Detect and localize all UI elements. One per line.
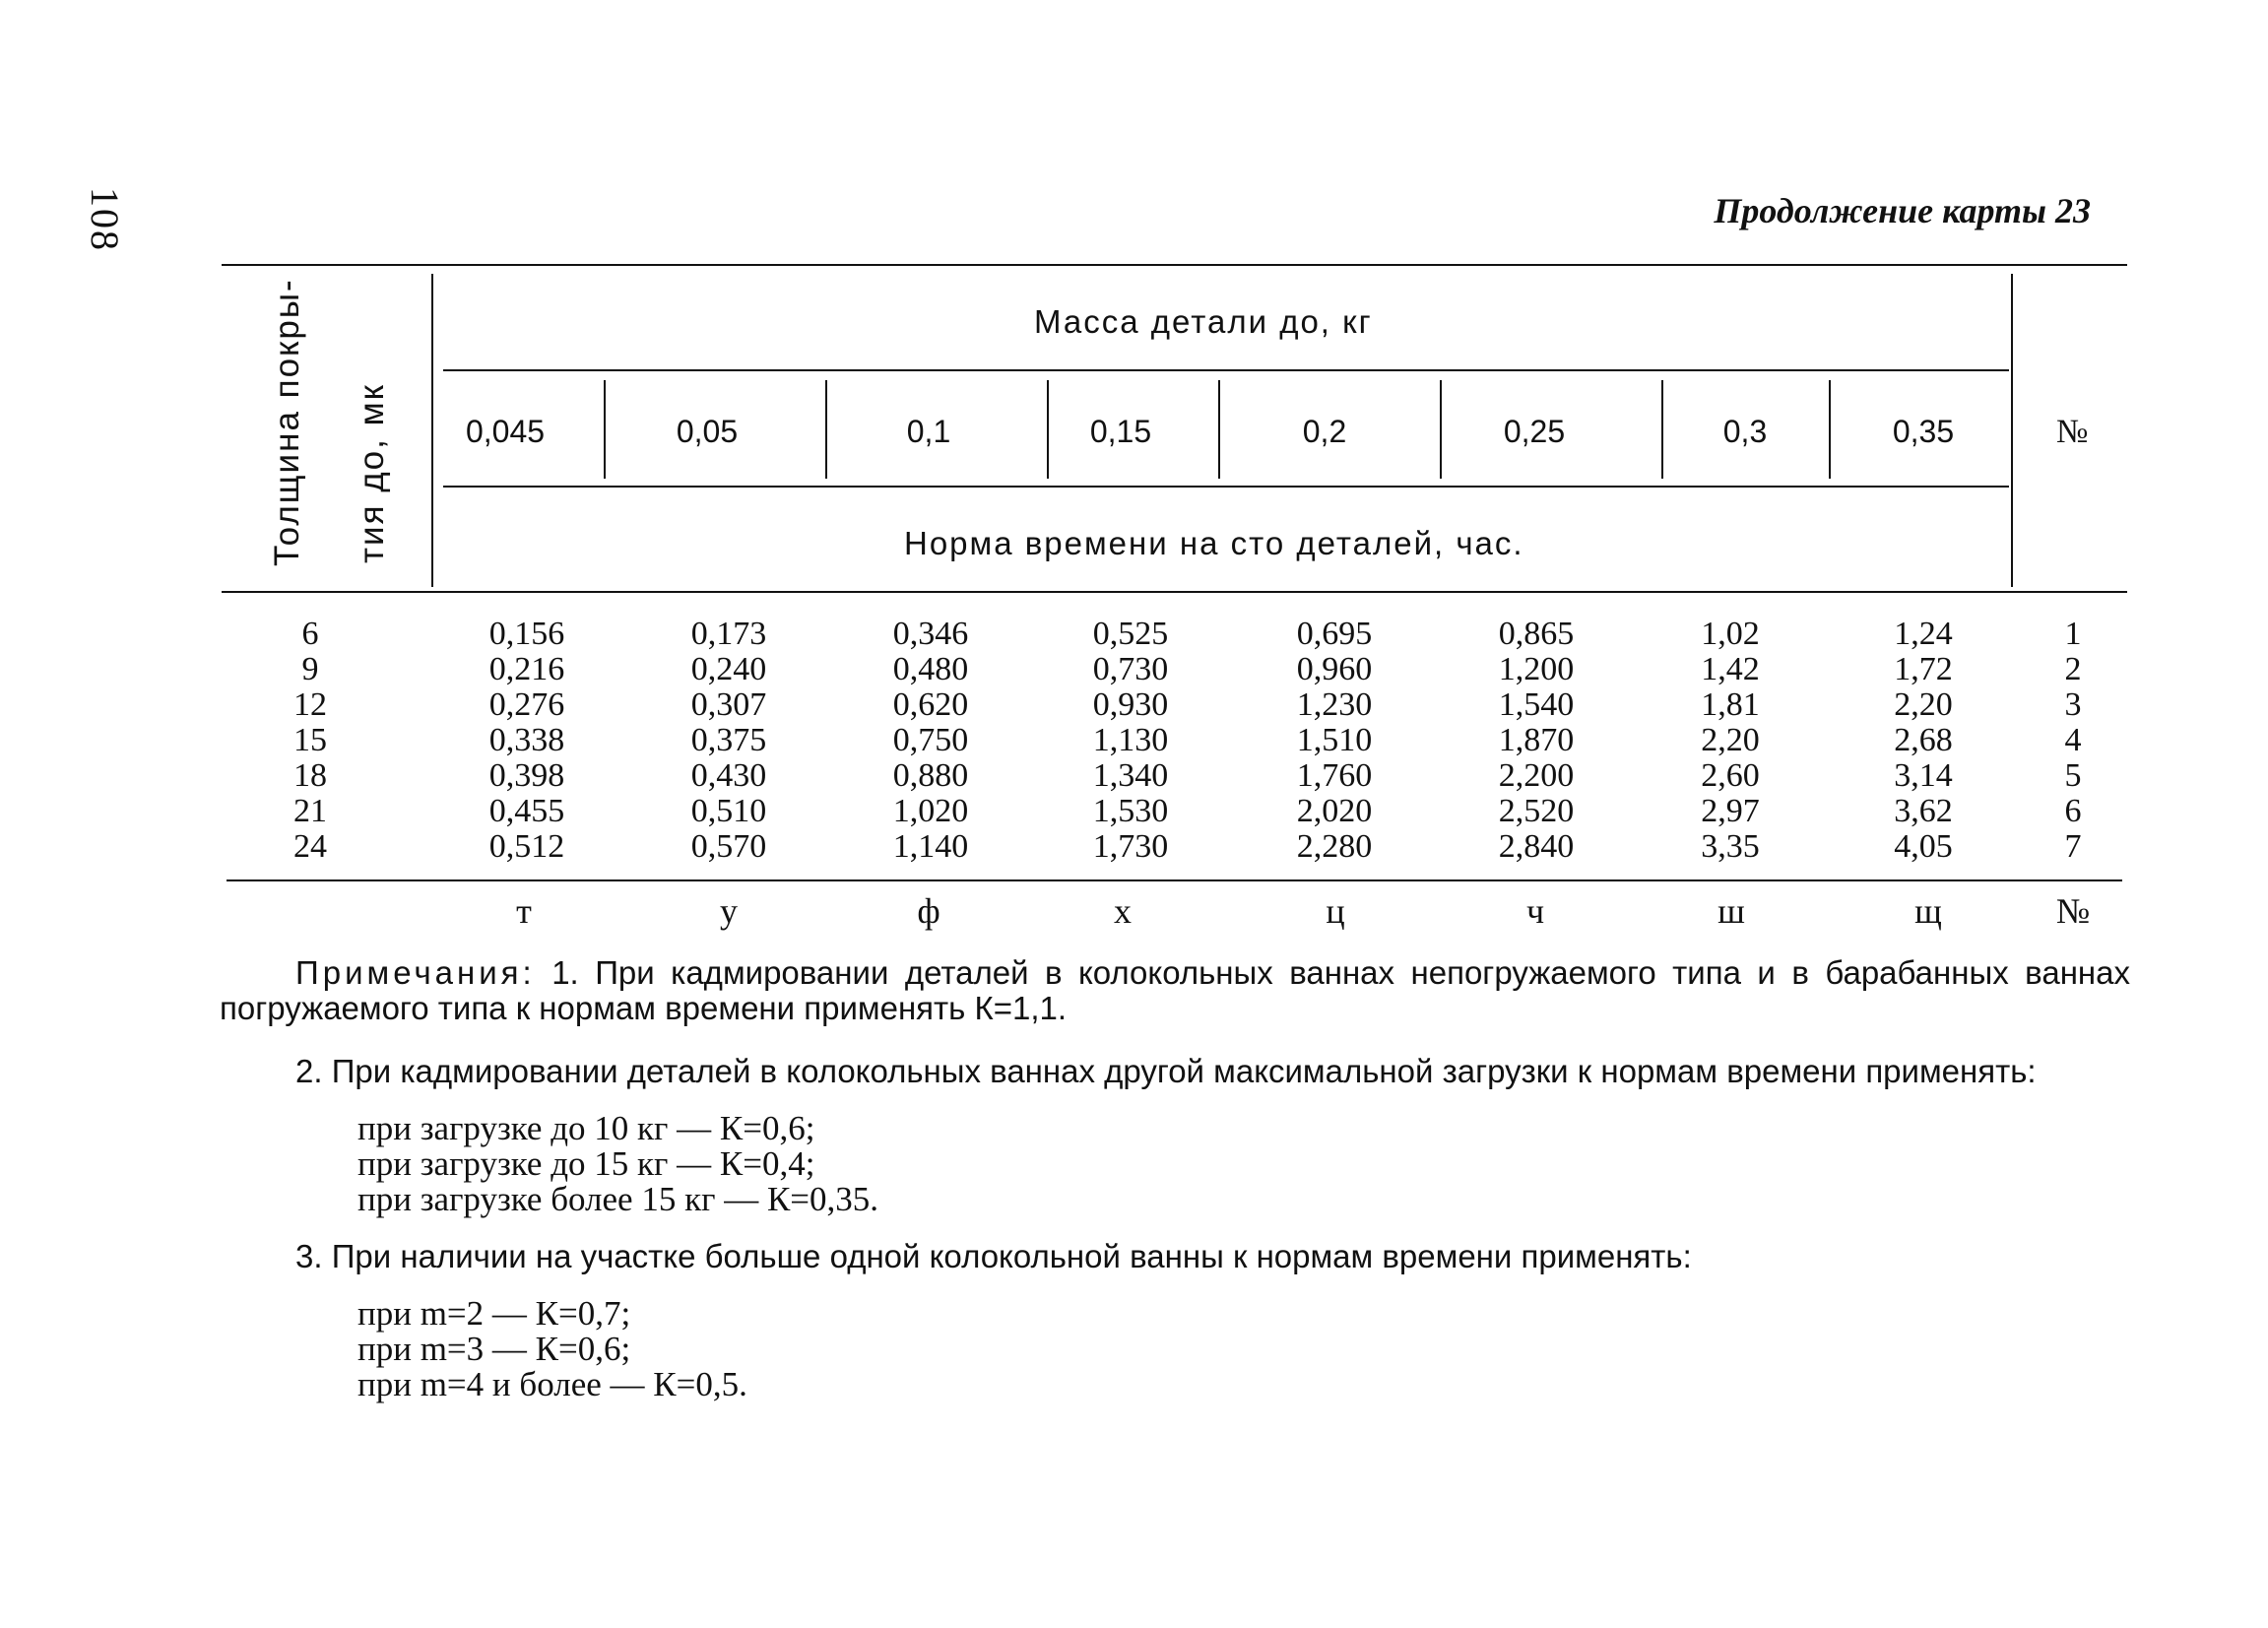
norm-header-rule <box>443 486 2009 488</box>
data-column-2 <box>847 617 1014 865</box>
mass-value-0: 0,045 <box>465 414 546 449</box>
table-cell: 1,230 <box>1296 686 1373 723</box>
data-column-6 <box>1647 617 1814 865</box>
note-1-text: 1. При кадмировании деталей в колокольных ваннах непогружаемого типа и в барабанных ваннах погружаемого типа к нормам времени применять К=1,1. <box>220 954 2130 1026</box>
table-cell: 15 <box>293 722 327 758</box>
table-cell: 2 <box>2064 651 2082 687</box>
table-cell: 0,930 <box>1092 686 1169 723</box>
column-letter-3: х <box>1114 891 1132 931</box>
note-2-item: при загрузке до 15 кг — К=0,4; <box>357 1144 815 1183</box>
mass-value-3: 0,15 <box>1089 414 1152 449</box>
table-cell: 1 <box>2064 616 2082 652</box>
mass-divider-1 <box>604 380 606 479</box>
table-cell: 4 <box>2064 722 2082 758</box>
table-cell: 0,307 <box>690 686 767 723</box>
column-letter-6: ш <box>1717 891 1745 931</box>
table-cell: 0,338 <box>488 722 565 758</box>
mass-value-1: 0,05 <box>676 414 739 449</box>
data-column-0 <box>443 617 611 865</box>
table-cell: 2,68 <box>1894 722 1953 758</box>
mass-value-6: 0,3 <box>1722 414 1768 449</box>
table-cell: 18 <box>293 757 327 794</box>
data-column-4 <box>1251 617 1418 865</box>
mass-divider-5 <box>1440 380 1442 479</box>
notes-section <box>220 955 2130 1424</box>
table-cell: 1,02 <box>1701 616 1760 652</box>
table-cell: 2,97 <box>1701 793 1760 829</box>
table-cell: 0,730 <box>1092 651 1169 687</box>
table-cell: 12 <box>293 686 327 723</box>
table-cell: 3,35 <box>1701 828 1760 865</box>
table-cell: 0,880 <box>892 757 969 794</box>
table-cell: 0,512 <box>488 828 565 865</box>
note-3-list <box>357 1296 2130 1402</box>
table-cell: 6 <box>2064 793 2082 829</box>
table-cell: 1,870 <box>1498 722 1575 758</box>
table-cell: 1,510 <box>1296 722 1373 758</box>
table-cell: 2,280 <box>1296 828 1373 865</box>
mass-value-7: 0,35 <box>1892 414 1955 449</box>
table-top-rule <box>222 264 2127 266</box>
table-cell: 1,730 <box>1092 828 1169 865</box>
mass-header: Масса детали до, кг <box>1034 303 1373 340</box>
table-cell: 0,480 <box>892 651 969 687</box>
table-cell: 0,240 <box>690 651 767 687</box>
table-cell: 0,620 <box>892 686 969 723</box>
table-cell: 1,130 <box>1092 722 1169 758</box>
table-cell: 0,173 <box>690 616 767 652</box>
table-cell: 1,140 <box>892 828 969 865</box>
table-cell: 4,05 <box>1894 828 1953 865</box>
table-cell: 0,865 <box>1498 616 1575 652</box>
mass-value-4: 0,2 <box>1302 414 1347 449</box>
table-cell: 3 <box>2064 686 2082 723</box>
table-cell: 2,520 <box>1498 793 1575 829</box>
note-2-list <box>357 1111 2130 1217</box>
note-3: 3. При наличии на участке больше одной колокольной ванны к нормам времени применять: <box>295 1238 1692 1274</box>
table-cell: 0,455 <box>488 793 565 829</box>
table-cell: 1,760 <box>1296 757 1373 794</box>
table-cell: 0,398 <box>488 757 565 794</box>
table-cell: 1,200 <box>1498 651 1575 687</box>
table-cell: 7 <box>2064 828 2082 865</box>
data-column-5 <box>1453 617 1620 865</box>
table-cell: 2,20 <box>1701 722 1760 758</box>
table-cell: 3,14 <box>1894 757 1953 794</box>
column-letter-0: т <box>516 891 532 931</box>
table-cell: 9 <box>301 651 319 687</box>
table-cell: 2,200 <box>1498 757 1575 794</box>
table-cell: 0,510 <box>690 793 767 829</box>
table-cell: 1,81 <box>1701 686 1760 723</box>
note-2: 2. При кадмировании деталей в колокольных ваннах другой максимальной загрузки к нормам времени применять: <box>295 1053 2037 1089</box>
table-cell: 2,840 <box>1498 828 1575 865</box>
note-3-item: при m=2 — К=0,7; <box>357 1294 631 1333</box>
column-letter-4: ц <box>1326 891 1345 931</box>
table-cell: 0,750 <box>892 722 969 758</box>
table-cell: 1,540 <box>1498 686 1575 723</box>
table-cell: 2,20 <box>1894 686 1953 723</box>
table-cell: 24 <box>293 828 327 865</box>
data-column-1 <box>645 617 812 865</box>
note-3-item: при m=4 и более — К=0,5. <box>357 1365 747 1403</box>
mass-value-5: 0,25 <box>1503 414 1566 449</box>
no-header: № <box>2056 414 2091 450</box>
table-cell: 1,42 <box>1701 651 1760 687</box>
continuation-title: Продолжение карты 23 <box>1714 191 2091 230</box>
mass-divider-4 <box>1218 380 1220 479</box>
table-cell: 2,020 <box>1296 793 1373 829</box>
header-bottom-rule <box>222 591 2127 593</box>
mass-value-2: 0,1 <box>906 414 951 449</box>
thickness-header-line2: тия до, мк <box>353 383 391 563</box>
table-cell: 1,72 <box>1894 651 1953 687</box>
data-column-3 <box>1047 617 1214 865</box>
table-cell: 6 <box>301 616 319 652</box>
table-cell: 0,570 <box>690 828 767 865</box>
mass-divider-2 <box>825 380 827 479</box>
column-letter-2: ф <box>917 891 940 931</box>
table-cell: 1,020 <box>892 793 969 829</box>
table-cell: 5 <box>2064 757 2082 794</box>
note-2-item: при загрузке более 15 кг — К=0,35. <box>357 1180 879 1218</box>
table-cell: 0,156 <box>488 616 565 652</box>
note-2-item: при загрузке до 10 кг — К=0,6; <box>357 1109 815 1147</box>
thickness-column <box>261 617 359 865</box>
note-3-item: при m=3 — К=0,6; <box>357 1330 631 1368</box>
table-cell: 0,216 <box>488 651 565 687</box>
table-cell: 1,340 <box>1092 757 1169 794</box>
table-cell: 0,695 <box>1296 616 1373 652</box>
table-cell: 0,430 <box>690 757 767 794</box>
column-letter-7: щ <box>1914 891 1942 931</box>
notes-title: Примечания: <box>295 954 536 991</box>
footer-no: № <box>2055 891 2091 931</box>
table-cell: 1,530 <box>1092 793 1169 829</box>
column-letter-1: у <box>720 891 738 931</box>
table-cell: 2,60 <box>1701 757 1760 794</box>
norm-header: Норма времени на сто деталей, час. <box>904 525 1524 561</box>
column-letter-5: ч <box>1525 891 1545 931</box>
thickness-header-line1: Толщина покры- <box>268 278 306 566</box>
table-cell: 21 <box>293 793 327 829</box>
row-number-column <box>2034 617 2112 865</box>
table-cell: 0,276 <box>488 686 565 723</box>
table-cell: 0,525 <box>1092 616 1169 652</box>
table-cell: 0,960 <box>1296 651 1373 687</box>
data-bottom-rule <box>227 879 2122 881</box>
mass-header-rule <box>443 369 2009 371</box>
table-cell: 3,62 <box>1894 793 1953 829</box>
table-cell: 0,375 <box>690 722 767 758</box>
table-cell: 0,346 <box>892 616 969 652</box>
note-1 <box>220 955 2130 1026</box>
data-column-7 <box>1840 617 2007 865</box>
page-number: 108 <box>83 187 127 252</box>
table-cell: 1,24 <box>1894 616 1953 652</box>
